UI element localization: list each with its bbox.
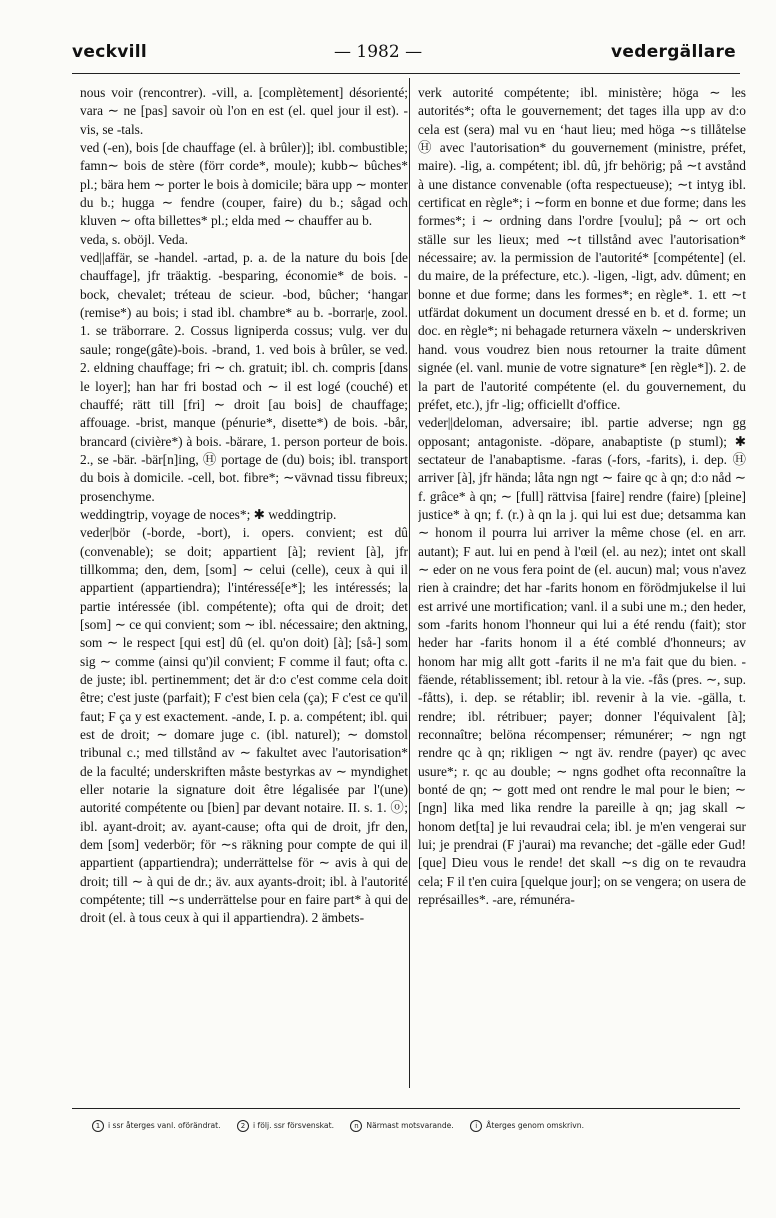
footnote-item — [350, 1120, 453, 1132]
footnote-text: i följ. ssr försvenskat. — [253, 1121, 334, 1130]
header-rule — [72, 73, 740, 74]
entry-paragraph: ved||affär, se -handel. -artad, p. a. de la nature du bois [de chauffage], jfr träaktig. -besparing, économie* de bois. -bock, chevalet; tréteau de scieur. -bod, bûcher; ʻhangar (remise*) au bois; i stad ibl. chambre* au b. -borrar|e, zool. 1. se träborrare. 2. Cossus ligniperda cossus; vulg. ver du saule; ronge(gâte)-bois. -brand, 1. ved bois à brûler, se ved. 2. eldning chauffage; fri ∼ ch. gratuit; ibl. ch. compris [dans le loyer]; han har fri bostad och ∼ il est logé (couché) et chauffé; rätt till [fri] ∼ droit [au bois] de chauffage; affouage. -brist, manque (pénurie*, disette*) de bois. -bår, brancard (civière*) à bois. -bärare, 1. person porteur de bois. 2., se -bär. -bär[n]ing, Ⓗ portage de (du) bois; ibl. transport du bois à domicile. -cell, bot. fibre*; ∼vävnad tissu fibreux; prosenchyme. — [80, 250, 408, 504]
footnote-text: Återges genom omskrivn. — [486, 1121, 584, 1130]
entry-paragraph: verk autorité compétente; ibl. ministère; höga ∼ les autorités*; ofta le gouvernement; det tages illa upp av d:o cela est (sera) mal vu en ʻhaut lieu; med höga ∼s tillåtelse Ⓗ avec l'autorisation* du gouvernement (ministre, préfet, maire). -lig, a. compétent; ibl. dû, jfr behörig; på ∼t avstånd à une distance convenable (ofta respectueuse); ∼t intyg ibl. certificat en règle*; i ∼form en bonne et due forme; dans les formes*; i ∼ ordning dans l'ordre [voulu]; på ∼ ort och ställe sur les lieux; med ∼t tillstånd avec l'autorisation* nécessaire; av. la permission de l'autorité* [compétente] (el. du maire, de la préfecture, etc.). -ligen, -ligt, adv. dûment; en bonne et due forme; dans les formes*; en règle*. 1. ett ∼t utfärdat dokument un document dressé en b. et d. forme; un doc. en règle*; ni behagade returnera växeln ∼ underskriven hand. vous voudrez bien nous retourner la traite dûment signée (el. vanl. munie de votre signature* [en règle*]). 2. de la part de l'autorité compétente (el. du gouvernement, du préfet, etc.), jfr -lig; officiellt d'office. — [418, 85, 746, 412]
page-number: — 1982 — — [334, 42, 423, 62]
column-divider — [409, 78, 410, 1088]
footnote-text: Närmast motsvarande. — [366, 1121, 454, 1130]
entry-paragraph: nous voir (rencontrer). -vill, a. [complètement] désorienté; vara ∼ ne [pas] savoir où l'on en est (el. quel jour il est). -vis, se -tals. — [80, 85, 408, 137]
footnote-item — [237, 1120, 334, 1132]
left-column — [80, 84, 408, 1094]
footnote-item — [92, 1120, 221, 1132]
footnote-marker: 1 — [92, 1120, 104, 1132]
left-running-headword: veckvill — [72, 42, 147, 62]
entry-paragraph: veder|bör (-borde, -bort), i. opers. convient; est dû (convenable); se doit; appartient [à]; revient [à], jfr tillkomma; den, dem, [som] ∼ celui (celle), ceux à qui il appartient (appartiendra); l'intéressé[e*]; les intéressés; la partie intéressée (ibl. compétente); ofta qui de droit; det [som] ∼ ce qui convient; som ∼ ibl. nécessaire; den aktning, som ∼ le respect [qui est] dû (el. qu'on doit) [à]; [så-] som sig ∼ comme (ainsi qu')il convient; F comme il faut; ofta c. de juste; ibl. pertinemment; det är d:o c'est comme cela doit être; c'est juste (parfait); F c'est bien cela (ça); F c'est ce qu'il faut; F ça y est exactement. -ande, I. p. a. compétent; ibl. qui est de droit; ∼ domare juge c. (ibl. naturel); ∼ domstol tribunal c.; med tillstånd av ∼ fakultet avec l'autorisation* de la faculté; underskriften måste bestyrkas av ∼ myndighet eller notarie la signature doit être légalisée par l'(une) autorité compétente ou [bien] par devant notaire. II. s. 1. ⓞ; ibl. ayant-droit; av. ayant-cause; ofta qui de droit, jfr den, dem [som] vederbör; för ∼s räkning pour compte de qui il appartient (appartiendra); underrättelse för ∼ avis à qui de droit; till ∼ à qui de dr.; äv. aux ayants-droit; ibl. à l'autorité compétente; till ∼s underrättelse pour en faire part* à qui de droit (el. à tous ceux à qui il appartiendra). 2 ämbets- — [80, 525, 408, 926]
footnote-rule — [72, 1108, 740, 1109]
footnote-marker: n — [350, 1120, 362, 1132]
entry-paragraph: weddingtrip, voyage de noces*; ✱ weddingtrip. — [80, 506, 337, 522]
right-column — [418, 84, 746, 1094]
footnote-marker: 2 — [237, 1120, 249, 1132]
footnote-item — [470, 1120, 584, 1132]
footnote-legend — [92, 1120, 752, 1132]
footnote-marker: i — [470, 1120, 482, 1132]
entry-paragraph: veda, s. oböjl. Veda. — [80, 231, 188, 247]
entry-paragraph: ved (-en), bois [de chauffage (el. à brûler)]; ibl. combustible; famn∼ bois de stère (förr corde*, moule); kubb∼ bûches* pl.; bära hem ∼ porter le bois à domicile; bära upp ∼ monter du b.; hugga ∼ fendre (couper, faire) du b.; sågad och kluven ∼ ofta billettes* pl.; elda med ∼ chauffer au b. — [80, 140, 408, 229]
right-running-headword: vedergällare — [611, 42, 736, 62]
footnote-text: i ssr återges vanl. oförändrat. — [108, 1121, 221, 1130]
entry-paragraph: veder||deloman, adversaire; ibl. partie adverse; ngn gg opposant; antagoniste. -döpare, anabaptiste (p stuml); ✱ sectateur de l'anabaptisme. -faras (-fors, -farits), i. dep. Ⓗ arriver [à], jfr hända; låta ngn ngt ∼ faire qc à qn; d:o nåd ∼ f. grâce* à qn; ∼ [full] rättvisa [faire] rendre (faire) [pleine] justice* à qn; f. (r.) à qn la j. qui lui est due; detsamma kan ∼ honom il pourra lui arriver la même chose (el. en arr. autant); F aut. lui en pend à l'œil (el. au nez); intet ont skall ∼ eder on ne vous fera point de (el. aucun) mal; vous n'avez rien à craindre; det har -farits honom en förödmjukelse il lui est arrivé une mortification; vanl. il a subi une m.; den heder, som -farits honom l'honneur qui lui a été rendu (fait); stor heder har -farits honom il a été comblé d'honneurs; av honom har mig allt gott -farits il ne m'a fait que du bien. -fäende, rétablissement; ibl. retour à la vie. -fås (pres. ∼, sup. -fåtts), i. dep. se rétablir; ibl. revenir à la vie. -gälla, t. rendre; ibl. rétribuer; payer; donner l'équivalent [à]; reconnaître; belöna récompenser; rémunérer; ∼ ngn ngt rendre qc à qn; rikligen ∼ ngt äv. rendre (payer) qc avec usure*; r. qc au double; ∼ ngns godhet ofta reconnaître la bonté de qn; ∼ gott med ont rendre le mal pour le bien; ∼ [ngn] lika med lika rendre la pareille à qn; jag skall ∼ honom det[ta] je lui revaudrai cela; ibl. je m'en vengerai sur lui; je prendrai (F j'aurai) ma revanche; det -gälle eder Gud! [que] Dieu vous le rende! det skall ∼s dig on te revaudra cela; F il t'en cuira [quelque jour]; on se vengera; on usera de représailles*. -are, rémunéra- — [418, 415, 746, 908]
page-header — [72, 38, 736, 68]
